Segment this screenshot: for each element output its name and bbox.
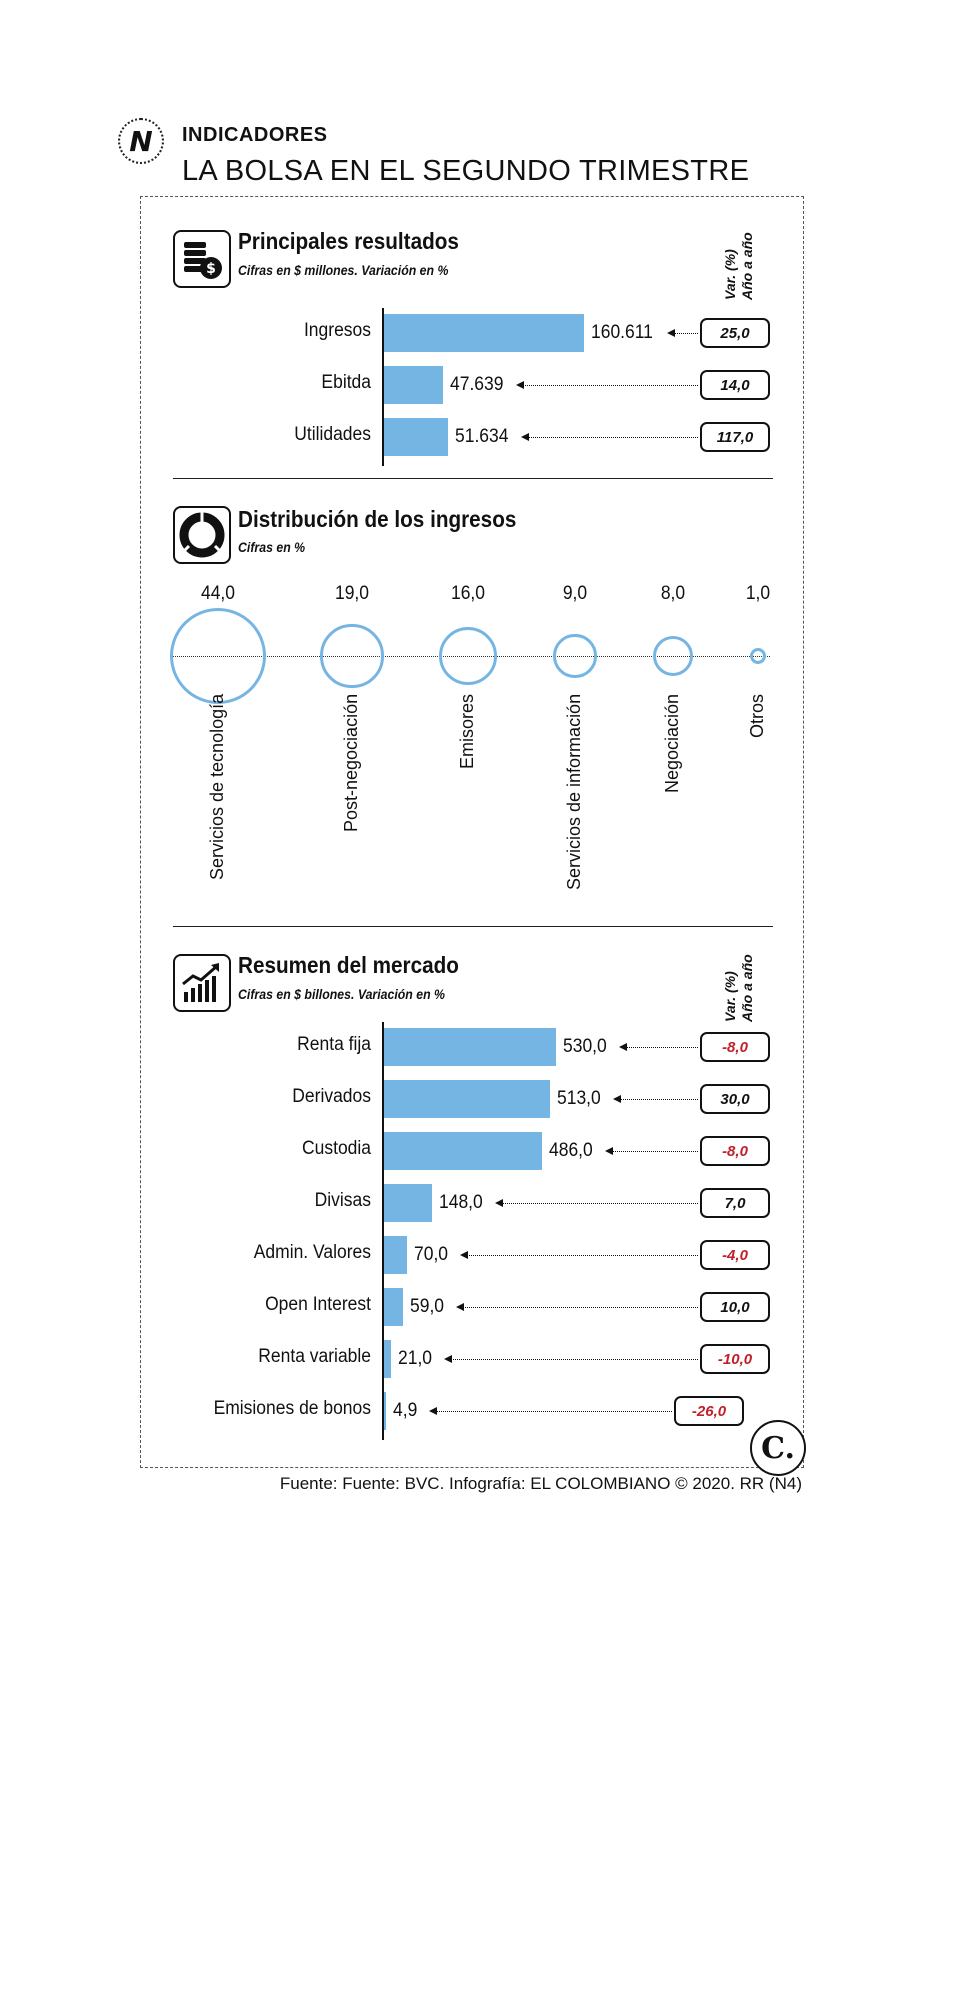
bar	[384, 314, 584, 352]
bubble	[439, 627, 497, 685]
bubble	[553, 634, 596, 677]
variation-pill: 7,0	[700, 1188, 770, 1218]
bar	[384, 1392, 386, 1430]
value-label: 70,0	[413, 1244, 448, 1265]
source-footer: Fuente: Fuente: BVC. Infografía: EL COLOMBIANO © 2020. RR (N4)	[279, 1474, 802, 1493]
leader-line	[625, 1047, 698, 1048]
bubble	[320, 624, 383, 687]
section-kicker: INDICADORES	[182, 124, 328, 146]
bar	[384, 1340, 391, 1378]
section-subtitle-resultados: Cifras en $ millones. Variación en %	[238, 262, 449, 278]
variation-header-1	[722, 232, 756, 300]
coins-dollar-icon	[173, 230, 231, 288]
arrow-head	[619, 1043, 627, 1051]
category-label: Ebitda	[321, 372, 371, 393]
bar	[384, 1288, 403, 1326]
value-label: 9,0	[562, 583, 588, 604]
value-label: 160.611	[591, 322, 653, 343]
variation-pill: -8,0	[700, 1136, 770, 1166]
section-title-resultados: Principales resultados	[238, 228, 459, 254]
category-label: Divisas	[314, 1190, 371, 1211]
value-label: 486,0	[548, 1140, 593, 1161]
divider	[173, 478, 773, 479]
section-title-mercado: Resumen del mercado	[238, 952, 459, 978]
variation-header-line1: Var. (%)	[722, 249, 738, 300]
bar	[384, 366, 443, 404]
variation-pill: 10,0	[700, 1292, 770, 1322]
leader-line	[435, 1411, 672, 1412]
variation-pill: 30,0	[700, 1084, 770, 1114]
bar	[384, 1132, 542, 1170]
category-label: Admin. Valores	[253, 1242, 371, 1263]
section-subtitle-distribucion: Cifras en %	[238, 539, 306, 555]
arrow-head	[521, 433, 529, 441]
svg-text:$: $	[206, 261, 216, 277]
variation-header-line2: Año a año	[739, 232, 755, 300]
variation-header-line2: Año a año	[739, 954, 755, 1022]
arrow-head	[667, 329, 675, 337]
category-label: Custodia	[302, 1138, 371, 1159]
value-label: 148,0	[439, 1192, 483, 1213]
variation-pill: -4,0	[700, 1240, 770, 1270]
leader-line	[450, 1359, 698, 1360]
category-label: Emisiones de bonos	[213, 1398, 371, 1419]
category-label: Derivados	[292, 1086, 371, 1107]
category-label: Servicios de tecnología	[207, 693, 227, 880]
leader-line	[611, 1151, 698, 1152]
leader-line	[619, 1099, 698, 1100]
category-label: Otros	[747, 693, 767, 738]
variation-pill: -10,0	[700, 1344, 770, 1374]
brand-logo-letter: N	[129, 124, 153, 158]
divider	[173, 926, 773, 927]
publisher-badge: C.	[750, 1420, 806, 1476]
value-label: 19,0	[334, 583, 370, 604]
value-label: 16,0	[450, 583, 486, 604]
value-label: 530,0	[562, 1036, 607, 1057]
leader-line	[501, 1203, 698, 1204]
arrow-head	[456, 1303, 464, 1311]
value-label: 44,0	[200, 583, 236, 604]
bar	[384, 1236, 407, 1274]
variation-pill: -8,0	[700, 1032, 770, 1062]
variation-pill: 117,0	[700, 422, 770, 452]
variation-pill: 14,0	[700, 370, 770, 400]
section-subtitle-mercado: Cifras en $ billones. Variación en %	[238, 986, 446, 1002]
arrow-head	[613, 1095, 621, 1103]
variation-header-line1: Var. (%)	[722, 971, 738, 1022]
bar	[384, 1184, 432, 1222]
variation-pill: 25,0	[700, 318, 770, 348]
bubble	[170, 608, 266, 704]
category-label: Post-negociación	[341, 693, 361, 832]
section-title-distribucion: Distribución de los ingresos	[238, 506, 517, 532]
category-label: Renta variable	[258, 1346, 371, 1367]
arrow-head	[429, 1407, 437, 1415]
value-label: 513,0	[557, 1088, 602, 1109]
page-title: LA BOLSA EN EL SEGUNDO TRIMESTRE	[182, 155, 750, 187]
value-label: 4,9	[393, 1400, 418, 1421]
arrow-head	[605, 1147, 613, 1155]
variation-pill: -26,0	[674, 1396, 744, 1426]
leader-line	[673, 333, 698, 334]
value-label: 59,0	[410, 1296, 445, 1317]
value-label: 47.639	[450, 374, 504, 395]
category-label: Ingresos	[303, 320, 371, 341]
category-label: Servicios de información	[564, 693, 584, 890]
category-label: Negociación	[662, 693, 682, 793]
bar	[384, 1080, 550, 1118]
arrow-head	[444, 1355, 452, 1363]
category-label: Utilidades	[294, 424, 371, 445]
value-label: 21,0	[397, 1348, 432, 1369]
growth-chart-icon	[173, 954, 231, 1012]
brand-logo	[118, 118, 164, 164]
leader-line	[462, 1307, 698, 1308]
category-label: Emisores	[457, 693, 477, 769]
arrow-head	[516, 381, 524, 389]
bubble	[750, 648, 766, 664]
variation-header-2	[722, 954, 756, 1022]
bar	[384, 1028, 556, 1066]
bar	[384, 418, 448, 456]
leader-line	[527, 437, 698, 438]
value-label: 51.634	[455, 426, 509, 447]
value-label: 1,0	[745, 583, 771, 604]
category-label: Open Interest	[265, 1294, 371, 1315]
leader-line	[466, 1255, 698, 1256]
value-label: 8,0	[660, 583, 686, 604]
donut-chart-icon	[173, 506, 231, 564]
arrow-head	[460, 1251, 468, 1259]
category-label: Renta fija	[297, 1034, 371, 1055]
leader-line	[522, 385, 698, 386]
arrow-head	[495, 1199, 503, 1207]
